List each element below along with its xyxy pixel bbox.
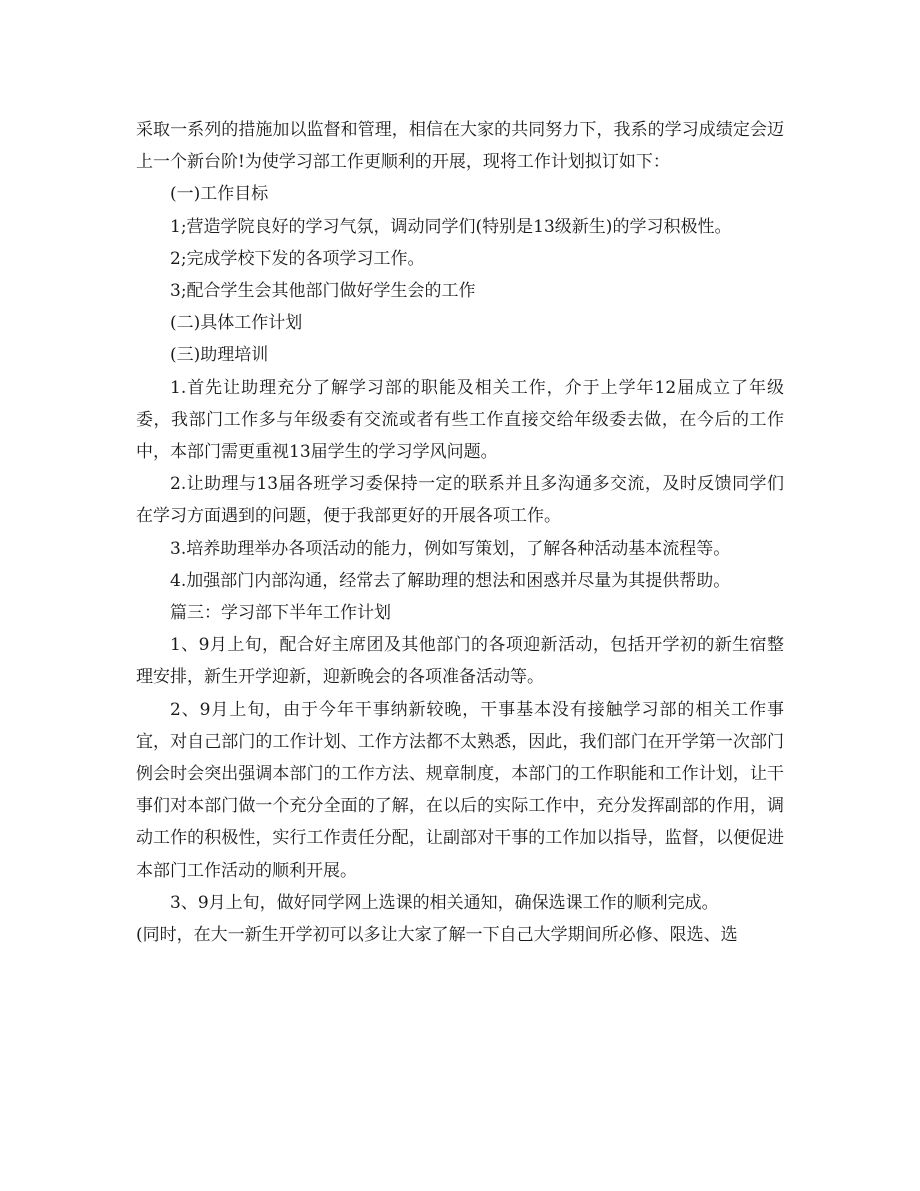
paragraph: (三)助理培训 [170, 345, 269, 366]
paragraph: 篇三：学习部下半年工作计划 [170, 603, 391, 624]
paragraph: 2.让助理与13届各班学习委保持一定的联系并且多沟通多交流，及时反馈同学们在学习方面遇到的问题，便于我部更好的开展各项工作。 [136, 474, 784, 527]
paragraph: 3、9月上旬，做好同学网上选课的相关通知，确保选课工作的顺利完成。 [170, 892, 719, 913]
paragraph: (同时，在大一新生开学初可以多让大家了解一下自己大学期间所必修、限选、选 [136, 925, 738, 946]
paragraph: (一)工作目标 [170, 184, 269, 205]
paragraph: (二)具体工作计划 [170, 313, 303, 334]
paragraph: 1;营造学院良好的学习气氛，调动同学们(特别是13级新生)的学习积极性。 [170, 216, 732, 237]
paragraph: 3.培养助理举办各项活动的能力，例如写策划，了解各种活动基本流程等。 [170, 538, 731, 559]
paragraph: 采取一系列的措施加以监督和管理，相信在大家的共同努力下，我系的学习成绩定会迈上一个新台阶!为使学习部工作更顺利的开展，现将工作计划拟订如下： [136, 120, 784, 173]
paragraph: 2、9月上旬，由于今年干事纳新较晚，干事基本没有接触学习部的相关工作事宜，对自己部门的工作计划、工作方法都不太熟悉，因此，我们部门在开学第一次部门例会时会突出强调本部门的工作方法、规章制度，本部门的工作职能和工作计划，让干事们对本部门做一个充分全面的了解，在以后的实际工作中，充分发挥副部的作用，调动工作的积极性，实行工作责任分配，让副部对干事的工作加以指导，监督，以便促进本部门工作活动的顺利开展。 [136, 699, 784, 881]
paragraph: 2;完成学校下发的各项学习工作。 [170, 248, 425, 269]
document-body [136, 114, 784, 951]
paragraph: 1.首先让助理充分了解学习部的职能及相关工作，介于上学年12届成立了年级委，我部门工作多与年级委有交流或者有些工作直接交给年级委去做，在今后的工作中，本部门需更重视13届学生的学习学风问题。 [136, 377, 784, 463]
paragraph: 3;配合学生会其他部门做好学生会的工作 [170, 281, 476, 302]
paragraph: 1、9月上旬，配合好主席团及其他部门的各项迎新活动，包括开学初的新生宿整理安排，新生开学迎新，迎新晚会的各项准备活动等。 [136, 635, 784, 688]
paragraph: 4.加强部门内部沟通，经常去了解助理的想法和困惑并尽量为其提供帮助。 [170, 570, 731, 591]
